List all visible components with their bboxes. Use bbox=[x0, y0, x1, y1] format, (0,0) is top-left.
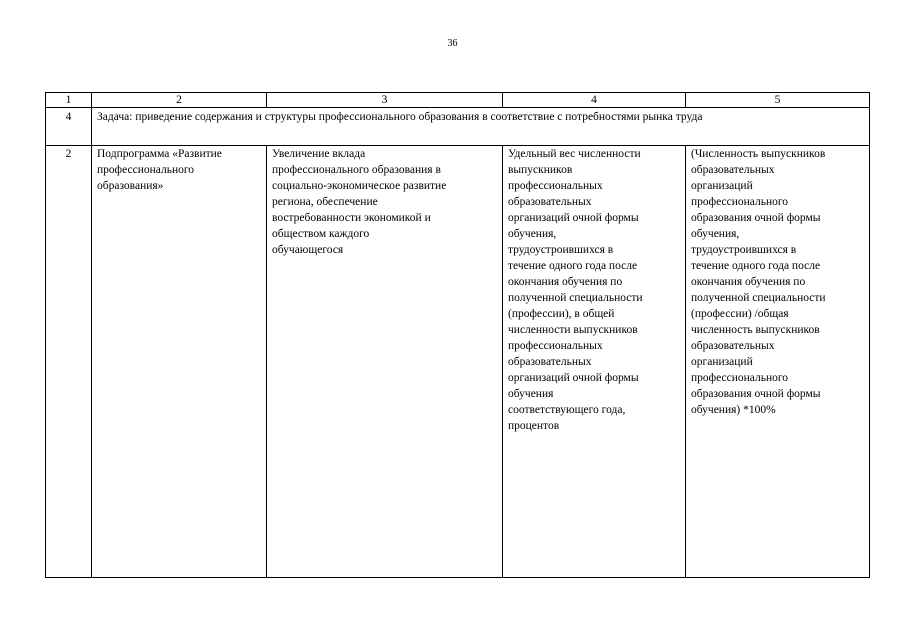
cell-line: численности выпускников bbox=[508, 324, 638, 336]
formula-cell bbox=[686, 146, 870, 578]
task-number-cell: 4 bbox=[46, 108, 92, 146]
cell-line: организаций очной формы bbox=[508, 372, 639, 384]
page-number: 36 bbox=[447, 38, 458, 49]
cell-line: полученной специальности bbox=[508, 292, 643, 304]
header-cell: 2 bbox=[92, 93, 267, 108]
task-row bbox=[46, 108, 870, 146]
cell-line: образования» bbox=[97, 180, 164, 192]
indicator-table bbox=[45, 92, 870, 578]
cell-line: процентов bbox=[508, 420, 560, 432]
cell-line: обучения bbox=[508, 388, 554, 400]
cell-line: обучения, bbox=[691, 228, 740, 240]
task-text-cell: Задача: приведение содержания и структуры профессионального образования в соответствие с потребностями рынка труда bbox=[92, 108, 870, 146]
cell-line: трудоустроившихся в bbox=[691, 244, 797, 256]
goal-cell bbox=[267, 146, 503, 578]
cell-line: обществом каждого bbox=[272, 228, 370, 240]
cell-line: образовательных bbox=[691, 340, 775, 352]
cell-line: (профессии) /общая bbox=[691, 308, 789, 320]
cell-line: полученной специальности bbox=[691, 292, 826, 304]
cell-line: (профессии), в общей bbox=[508, 308, 615, 320]
cell-line: окончания обучения по bbox=[691, 276, 806, 288]
cell-line: профессионального bbox=[97, 164, 195, 176]
cell-line: востребованности экономикой и bbox=[272, 212, 431, 224]
cell-line: образования очной формы bbox=[691, 388, 821, 400]
cell-line: региона, обеспечение bbox=[272, 196, 378, 208]
cell-line: течение одного года после bbox=[691, 260, 821, 272]
cell-line: профессиональных bbox=[508, 340, 603, 352]
cell-line: Подпрограмма «Развитие bbox=[97, 148, 222, 160]
table-header-row bbox=[46, 93, 870, 108]
cell-line: численность выпускников bbox=[691, 324, 820, 336]
cell-line: обучающегося bbox=[272, 244, 344, 256]
cell-line: Удельный вес численности bbox=[508, 148, 641, 160]
cell-line: профессиональных bbox=[508, 180, 603, 192]
cell-line: окончания обучения по bbox=[508, 276, 623, 288]
cell-line: (Численность выпускников bbox=[691, 148, 826, 160]
cell-line: выпускников bbox=[508, 164, 573, 176]
indicator-cell bbox=[503, 146, 686, 578]
cell-line: Увеличение вклада bbox=[272, 148, 366, 160]
subprogram-cell bbox=[92, 146, 267, 578]
header-cell: 4 bbox=[503, 93, 686, 108]
cell-line: организаций bbox=[691, 356, 753, 368]
cell-line: профессионального bbox=[691, 372, 789, 384]
cell-line: образования очной формы bbox=[691, 212, 821, 224]
cell-line: течение одного года после bbox=[508, 260, 638, 272]
cell-line: образовательных bbox=[691, 164, 775, 176]
header-cell: 5 bbox=[686, 93, 870, 108]
cell-line: трудоустроившихся в bbox=[508, 244, 614, 256]
cell-line: организаций очной формы bbox=[508, 212, 639, 224]
table-row bbox=[46, 146, 870, 578]
header-cell: 1 bbox=[46, 93, 92, 108]
cell-line: организаций bbox=[691, 180, 753, 192]
cell-line: образовательных bbox=[508, 196, 592, 208]
cell-line: соответствующего года, bbox=[508, 404, 626, 416]
cell-line: профессионального образования в bbox=[272, 164, 441, 176]
cell-line: профессионального bbox=[691, 196, 789, 208]
header-cell: 3 bbox=[267, 93, 503, 108]
cell-line: образовательных bbox=[508, 356, 592, 368]
cell-line: социально-экономическое развитие bbox=[272, 180, 447, 192]
row-number-cell: 2 bbox=[46, 146, 92, 578]
cell-line: обучения, bbox=[508, 228, 557, 240]
cell-line: обучения) *100% bbox=[691, 404, 776, 416]
